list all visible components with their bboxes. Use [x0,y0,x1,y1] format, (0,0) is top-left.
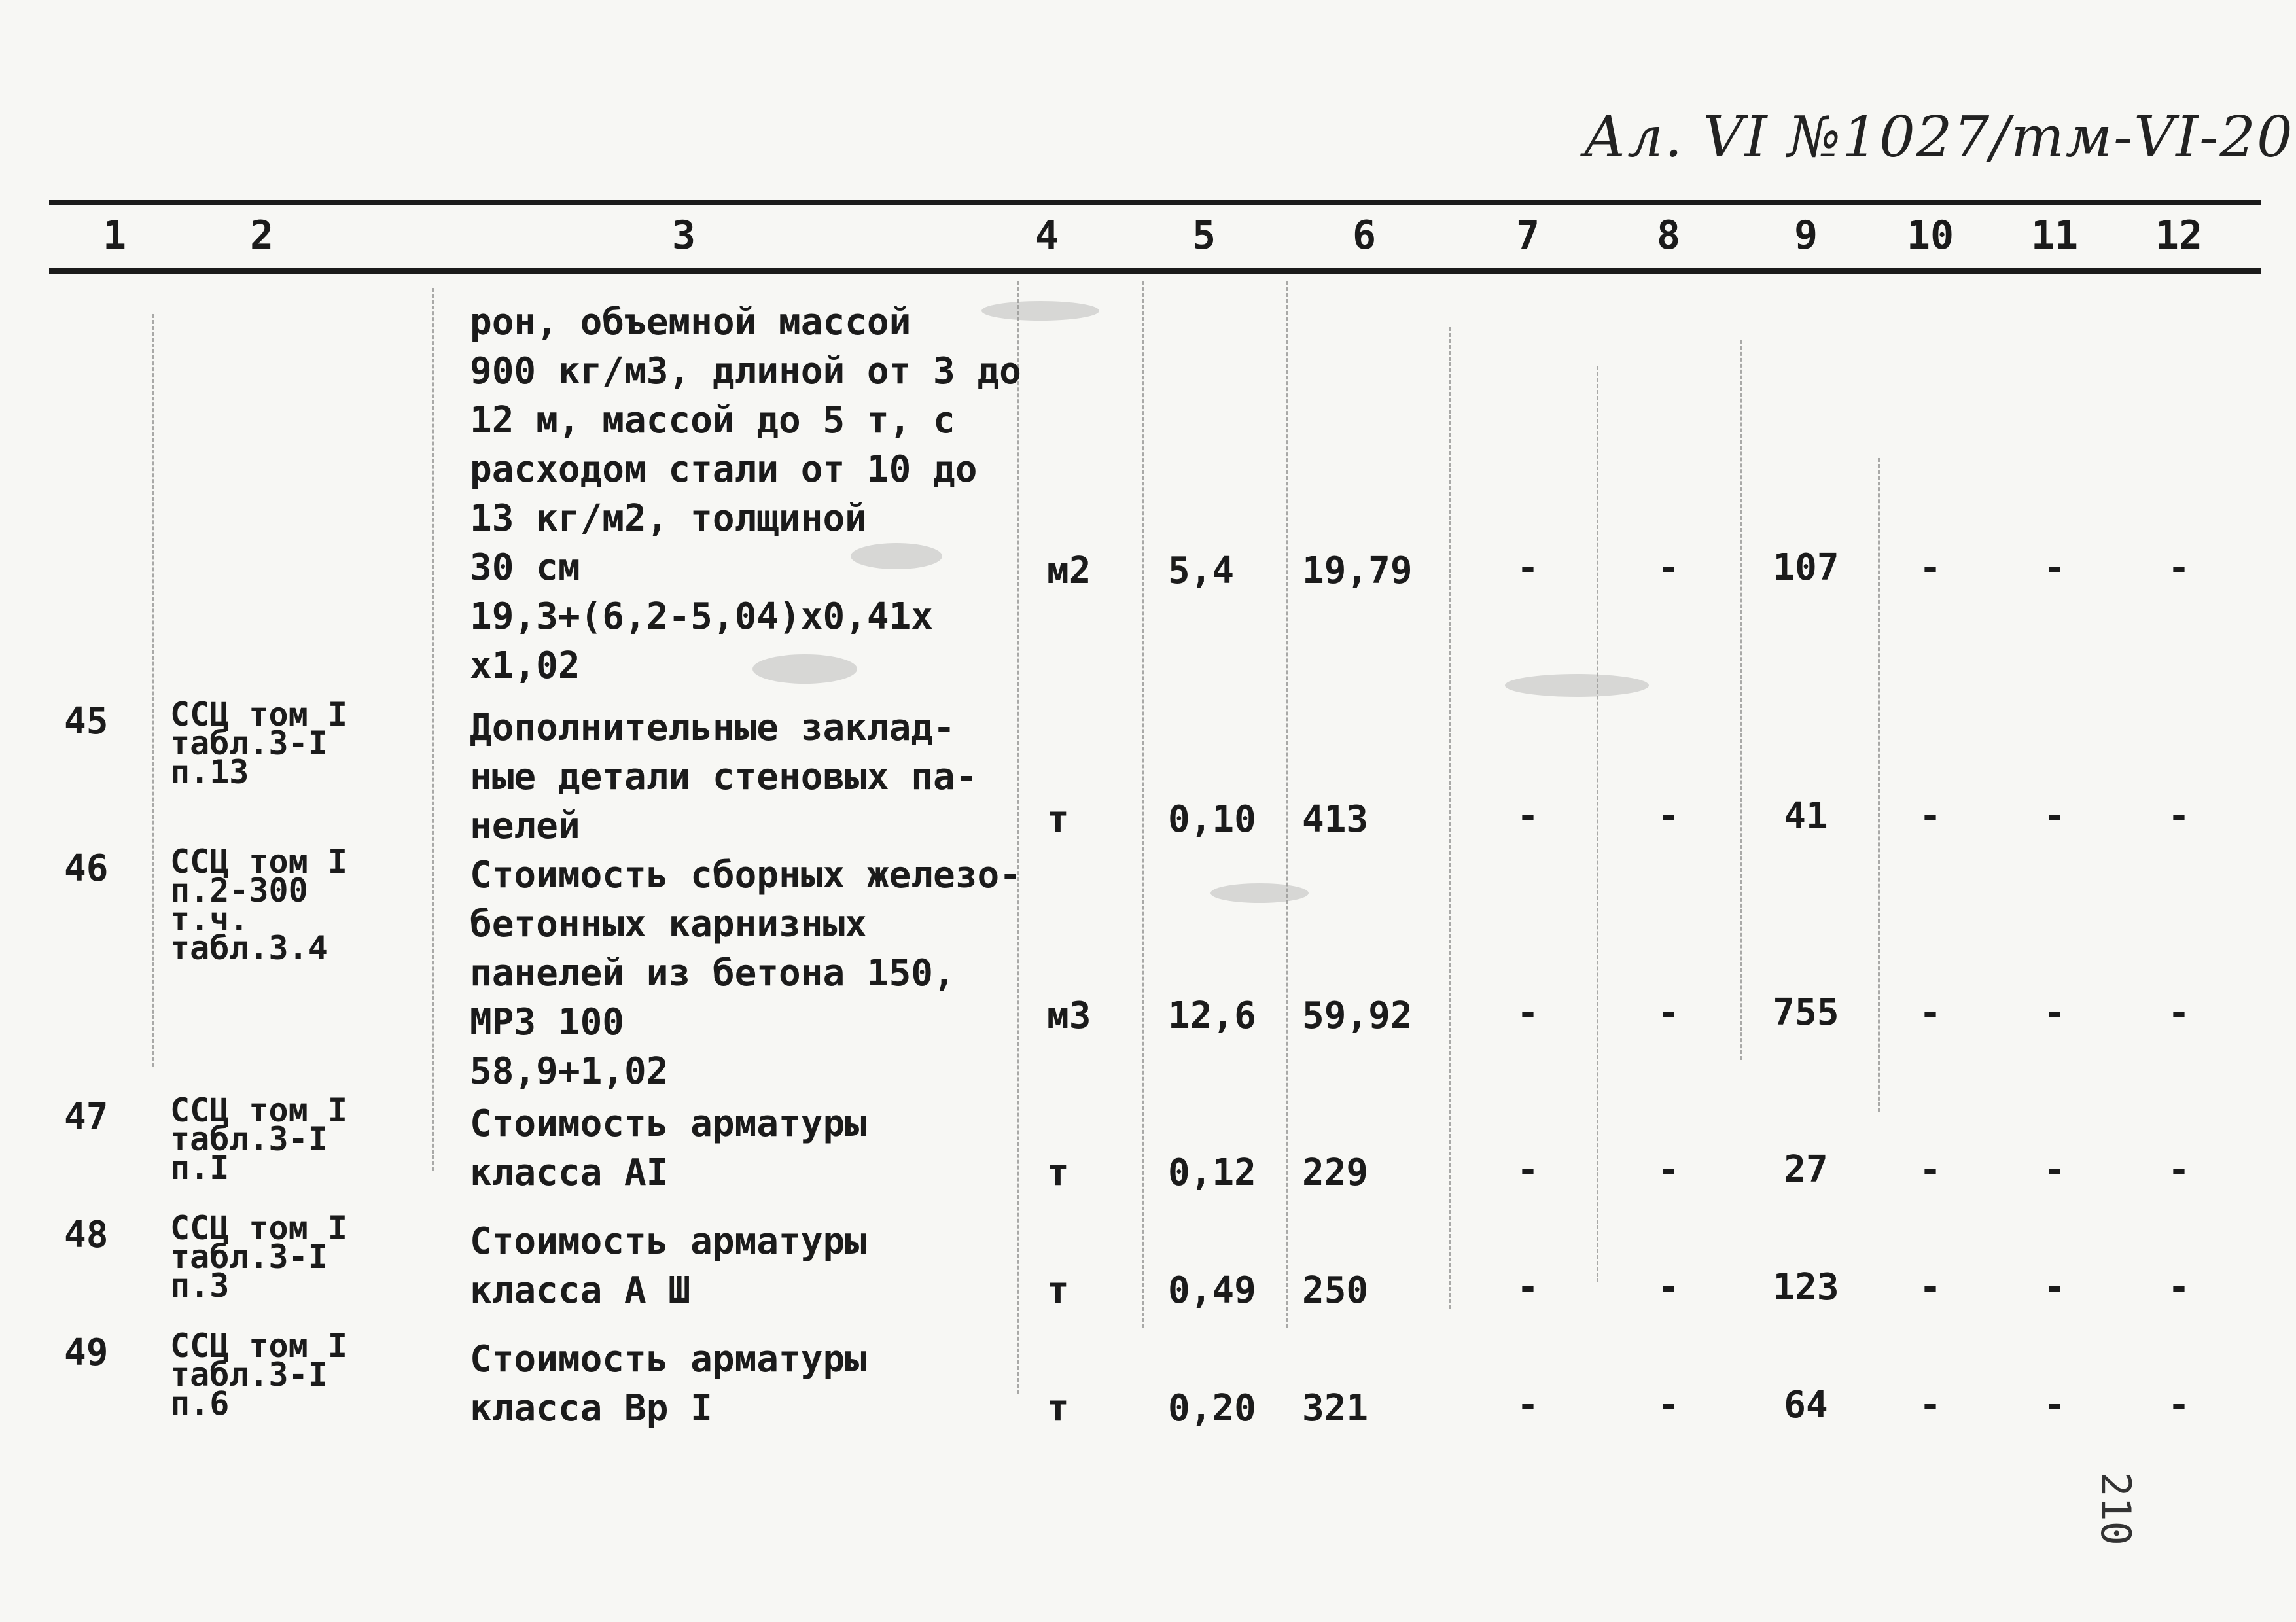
scan-noise [1505,674,1649,697]
row-col10: - [1919,1148,1941,1191]
row-quantity: 0,12 [1168,1152,1256,1194]
row-col7: - [1517,795,1539,837]
row-col10: - [1919,1266,1941,1309]
description-line: класса А Ш [470,1269,691,1312]
row-col11: - [2043,1384,2066,1426]
row-col10: - [1919,546,1941,589]
header-bottom-rule [49,268,2261,274]
row-unit-price: 59,92 [1302,995,1413,1037]
row-description [470,298,1021,690]
header-top-rule [49,200,2261,205]
description-line: 900 кг/м3, длиной от 3 до [470,350,1021,393]
row-col8: - [1657,991,1680,1034]
row-number: 46 [64,847,109,890]
row-col11: - [2043,795,2066,837]
column-divider [1286,281,1288,1328]
description-line: х1,02 [470,644,580,687]
page-number: 210 [2092,1472,2140,1545]
row-unit-price: 19,79 [1302,550,1413,592]
row-quantity: 5,4 [1168,550,1235,592]
description-line: 13 кг/м2, толщиной [470,497,867,540]
source-line: п.2-300 [170,872,308,909]
scan-noise [981,301,1099,321]
row-col12: - [2168,546,2190,589]
row-total: 27 [1784,1148,1828,1191]
row-total: 123 [1773,1266,1839,1309]
row-col8: - [1657,1266,1680,1309]
description-line: Стоимость сборных железо- [470,854,1021,896]
scan-noise [752,654,857,684]
row-col7: - [1517,546,1539,589]
row-col10: - [1919,795,1941,837]
row-unit: т [1047,798,1069,841]
source-line: п.13 [170,753,249,791]
source-line: табл.3-I [170,1120,328,1158]
description-line: нелей [470,805,580,847]
row-col7: - [1517,1266,1539,1309]
description-line: класса АI [470,1152,669,1194]
row-unit-price: 250 [1302,1269,1369,1312]
row-total: 41 [1784,795,1828,837]
row-number: 47 [64,1096,109,1138]
description-line: бетонных карнизных [470,903,867,945]
description-line: 58,9+1,02 [470,1050,669,1093]
source-line: т.ч. [170,900,249,938]
row-col10: - [1919,1384,1941,1426]
row-number: 49 [64,1331,109,1374]
column-divider [1740,340,1742,1060]
column-number-10: 10 [1906,213,1954,258]
source-line: п.6 [170,1384,230,1422]
row-unit: т [1047,1269,1069,1312]
description-line: 30 см [470,546,580,589]
column-number-8: 8 [1656,213,1681,258]
scan-noise [1210,883,1309,903]
column-number-11: 11 [2030,213,2079,258]
source-line: табл.3-I [170,724,328,762]
source-line: табл.3-I [170,1356,328,1394]
row-source-reference [170,1091,347,1187]
column-divider [1878,458,1880,1112]
source-line: табл.3-I [170,1238,328,1276]
description-line: расходом стали от 10 до [470,448,978,491]
row-source-reference [170,1327,347,1422]
row-col12: - [2168,991,2190,1034]
row-col7: - [1517,1384,1539,1426]
source-line: п.I [170,1149,230,1187]
row-source-reference [170,696,347,791]
description-line: класса Вр I [470,1387,713,1430]
column-number-6: 6 [1352,213,1377,258]
column-divider [1597,366,1598,1282]
row-total: 755 [1773,991,1839,1034]
row-quantity: 12,6 [1168,995,1256,1037]
row-total: 107 [1773,546,1839,589]
column-number-5: 5 [1192,213,1216,258]
source-line: ССЦ том I [170,1091,347,1129]
row-col7: - [1517,991,1539,1034]
column-number-12: 12 [2155,213,2203,258]
column-divider [152,314,154,1067]
source-line: ССЦ том I [170,1327,347,1365]
description-line: рон, объемной массой [470,301,911,344]
row-quantity: 0,10 [1168,798,1256,841]
row-quantity: 0,49 [1168,1269,1256,1312]
row-col8: - [1657,795,1680,837]
column-number-9: 9 [1793,213,1818,258]
row-unit-price: 413 [1302,798,1369,841]
row-total: 64 [1784,1384,1828,1426]
description-line: Стоимость арматуры [470,1338,867,1381]
row-unit: м2 [1047,550,1091,592]
row-col8: - [1657,546,1680,589]
row-col12: - [2168,1384,2190,1426]
source-line: ССЦ том I [170,696,347,733]
row-col8: - [1657,1384,1680,1426]
row-col12: - [2168,1266,2190,1309]
column-number-1: 1 [102,213,127,258]
description-line: Стоимость арматуры [470,1102,867,1145]
row-description [470,1335,867,1433]
row-col12: - [2168,1148,2190,1191]
row-description [470,1099,867,1197]
row-unit: м3 [1047,995,1091,1037]
source-line: ССЦ том I [170,1209,347,1247]
column-divider [1449,327,1451,1309]
row-col11: - [2043,1266,2066,1309]
source-line: ССЦ том I [170,843,347,881]
row-quantity: 0,20 [1168,1387,1256,1430]
description-line: Дополнительные заклад- [470,707,955,749]
row-col7: - [1517,1148,1539,1191]
row-unit-price: 229 [1302,1152,1369,1194]
row-description [470,851,1021,1096]
row-col11: - [2043,1148,2066,1191]
row-unit: т [1047,1387,1069,1430]
row-col12: - [2168,795,2190,837]
column-number-4: 4 [1034,213,1059,258]
row-number: 48 [64,1214,109,1256]
description-line: 12 м, массой до 5 т, с [470,399,955,442]
column-divider [432,288,434,1171]
row-col8: - [1657,1148,1680,1191]
column-number-3: 3 [671,213,696,258]
row-col11: - [2043,991,2066,1034]
row-description [470,703,977,851]
description-line: ные детали стеновых па- [470,756,978,798]
row-col11: - [2043,546,2066,589]
row-description [470,1217,867,1315]
column-number-2: 2 [249,213,274,258]
row-col10: - [1919,991,1941,1034]
row-number: 45 [64,700,109,743]
row-unit-price: 321 [1302,1387,1369,1430]
description-line: МРЗ 100 [470,1001,625,1044]
source-line: п.3 [170,1267,230,1305]
row-unit: т [1047,1152,1069,1194]
row-source-reference [170,843,347,967]
handwritten-stamp: Ал. VI №1027/тм-VI-20 [1583,105,2294,170]
source-line: табл.3.4 [170,929,328,967]
column-divider [1142,281,1144,1328]
column-number-7: 7 [1515,213,1540,258]
scan-noise [851,543,942,569]
row-source-reference [170,1209,347,1305]
description-line: Стоимость арматуры [470,1220,867,1263]
description-line: 19,3+(6,2-5,04)х0,41х [470,595,934,638]
description-line: панелей из бетона 150, [470,952,955,995]
